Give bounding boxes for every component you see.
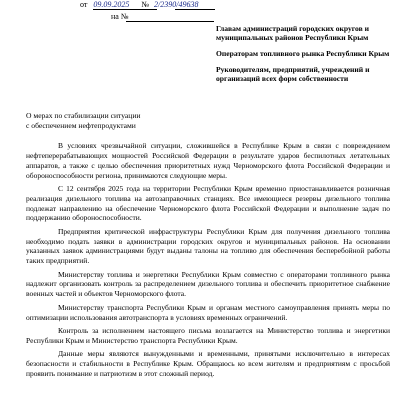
body-paragraph: Министерству транспорта Республики Крым и органам местного самоуправления принять меры по оптимизации использования автотранспорта в условиях временных ограничений. — [26, 302, 390, 322]
document-date: 09.09.2025 — [93, 0, 130, 9]
number-sign: № — [141, 0, 150, 9]
body-paragraph: В условиях чрезвычайной ситуации, сложившейся в Республике Крым в связи с повреждением нефтеперерабатывающих мощностей Российской Федерации в результате ударов беспилотных летательных аппаратов, а также с целью обеспечения приоритетных нужд Черноморского флота Российской Федерации и обороноспособности региона, принимаются следующие меры. — [26, 141, 390, 180]
subject-line-2: с обеспечением нефтепродуктами — [26, 120, 136, 130]
date-underline — [93, 9, 157, 10]
letter-subject — [26, 111, 226, 130]
addressee-fuel-operators: Операторам топливного рынка Республики Крым — [216, 48, 390, 58]
document-number: 2/2390/49638 — [154, 0, 199, 9]
body-paragraph: Данные меры являются вынужденными и временными, принятыми исключительно в интересах безопасности и стабильности в Республике Крым. Обращаюсь ко всем жителям и предприятиям с просьбой проявить понимание и патриотизм в этот сложный период. — [26, 349, 390, 378]
addressee-enterprise-heads: Руководителям, предприятий, учреждений и организаций всех форм собственности — [216, 64, 370, 83]
subject-line-1: О мерах по стабилизации ситуации — [26, 111, 141, 120]
body-paragraph: Предприятия критической инфраструктуры Республики Крым для получения дизельного топлива необходимо подать заявки в администрации городских округов и муниципальных районов. На основании указанных заявок администрациями будут выданы талоны на топливо для обеспечения бесперебойной работы таких предприятий. — [26, 226, 390, 266]
number-underline — [175, 9, 215, 10]
addressee-block — [216, 25, 392, 91]
body-paragraph: С 12 сентября 2025 года на территории Республики Крым временно приостанавливается розничная реализация дизельного топлива на автозаправочных станциях. Все имеющиеся резервы дизельного топлива подлежат направлению на обеспечение Черноморского флота Российской Федерации и выполнение задач по поддержанию обороноспособности. — [26, 183, 390, 223]
reference-number: на № — [111, 12, 129, 21]
addressee-heads-of-administrations: Главам администраций городских округов и муниципальных районов Республики Крым — [216, 24, 370, 42]
from-label: от — [80, 0, 88, 9]
body-paragraph: Министерству топлива и энергетики Республики Крым совместно с операторами топливного рынка надлежит организовать контроль за распределением дизельного топлива и обеспечить приоритетное снабжение военных частей и объектов Черноморского флота. — [26, 269, 390, 299]
reference-underline — [126, 21, 214, 22]
body-paragraph: Контроль за исполнением настоящего письма возлагается на Министерство топлива и энергетики Республики Крым и Министерство транспорта Республики Крым. — [26, 325, 390, 345]
letter-body — [26, 141, 390, 382]
